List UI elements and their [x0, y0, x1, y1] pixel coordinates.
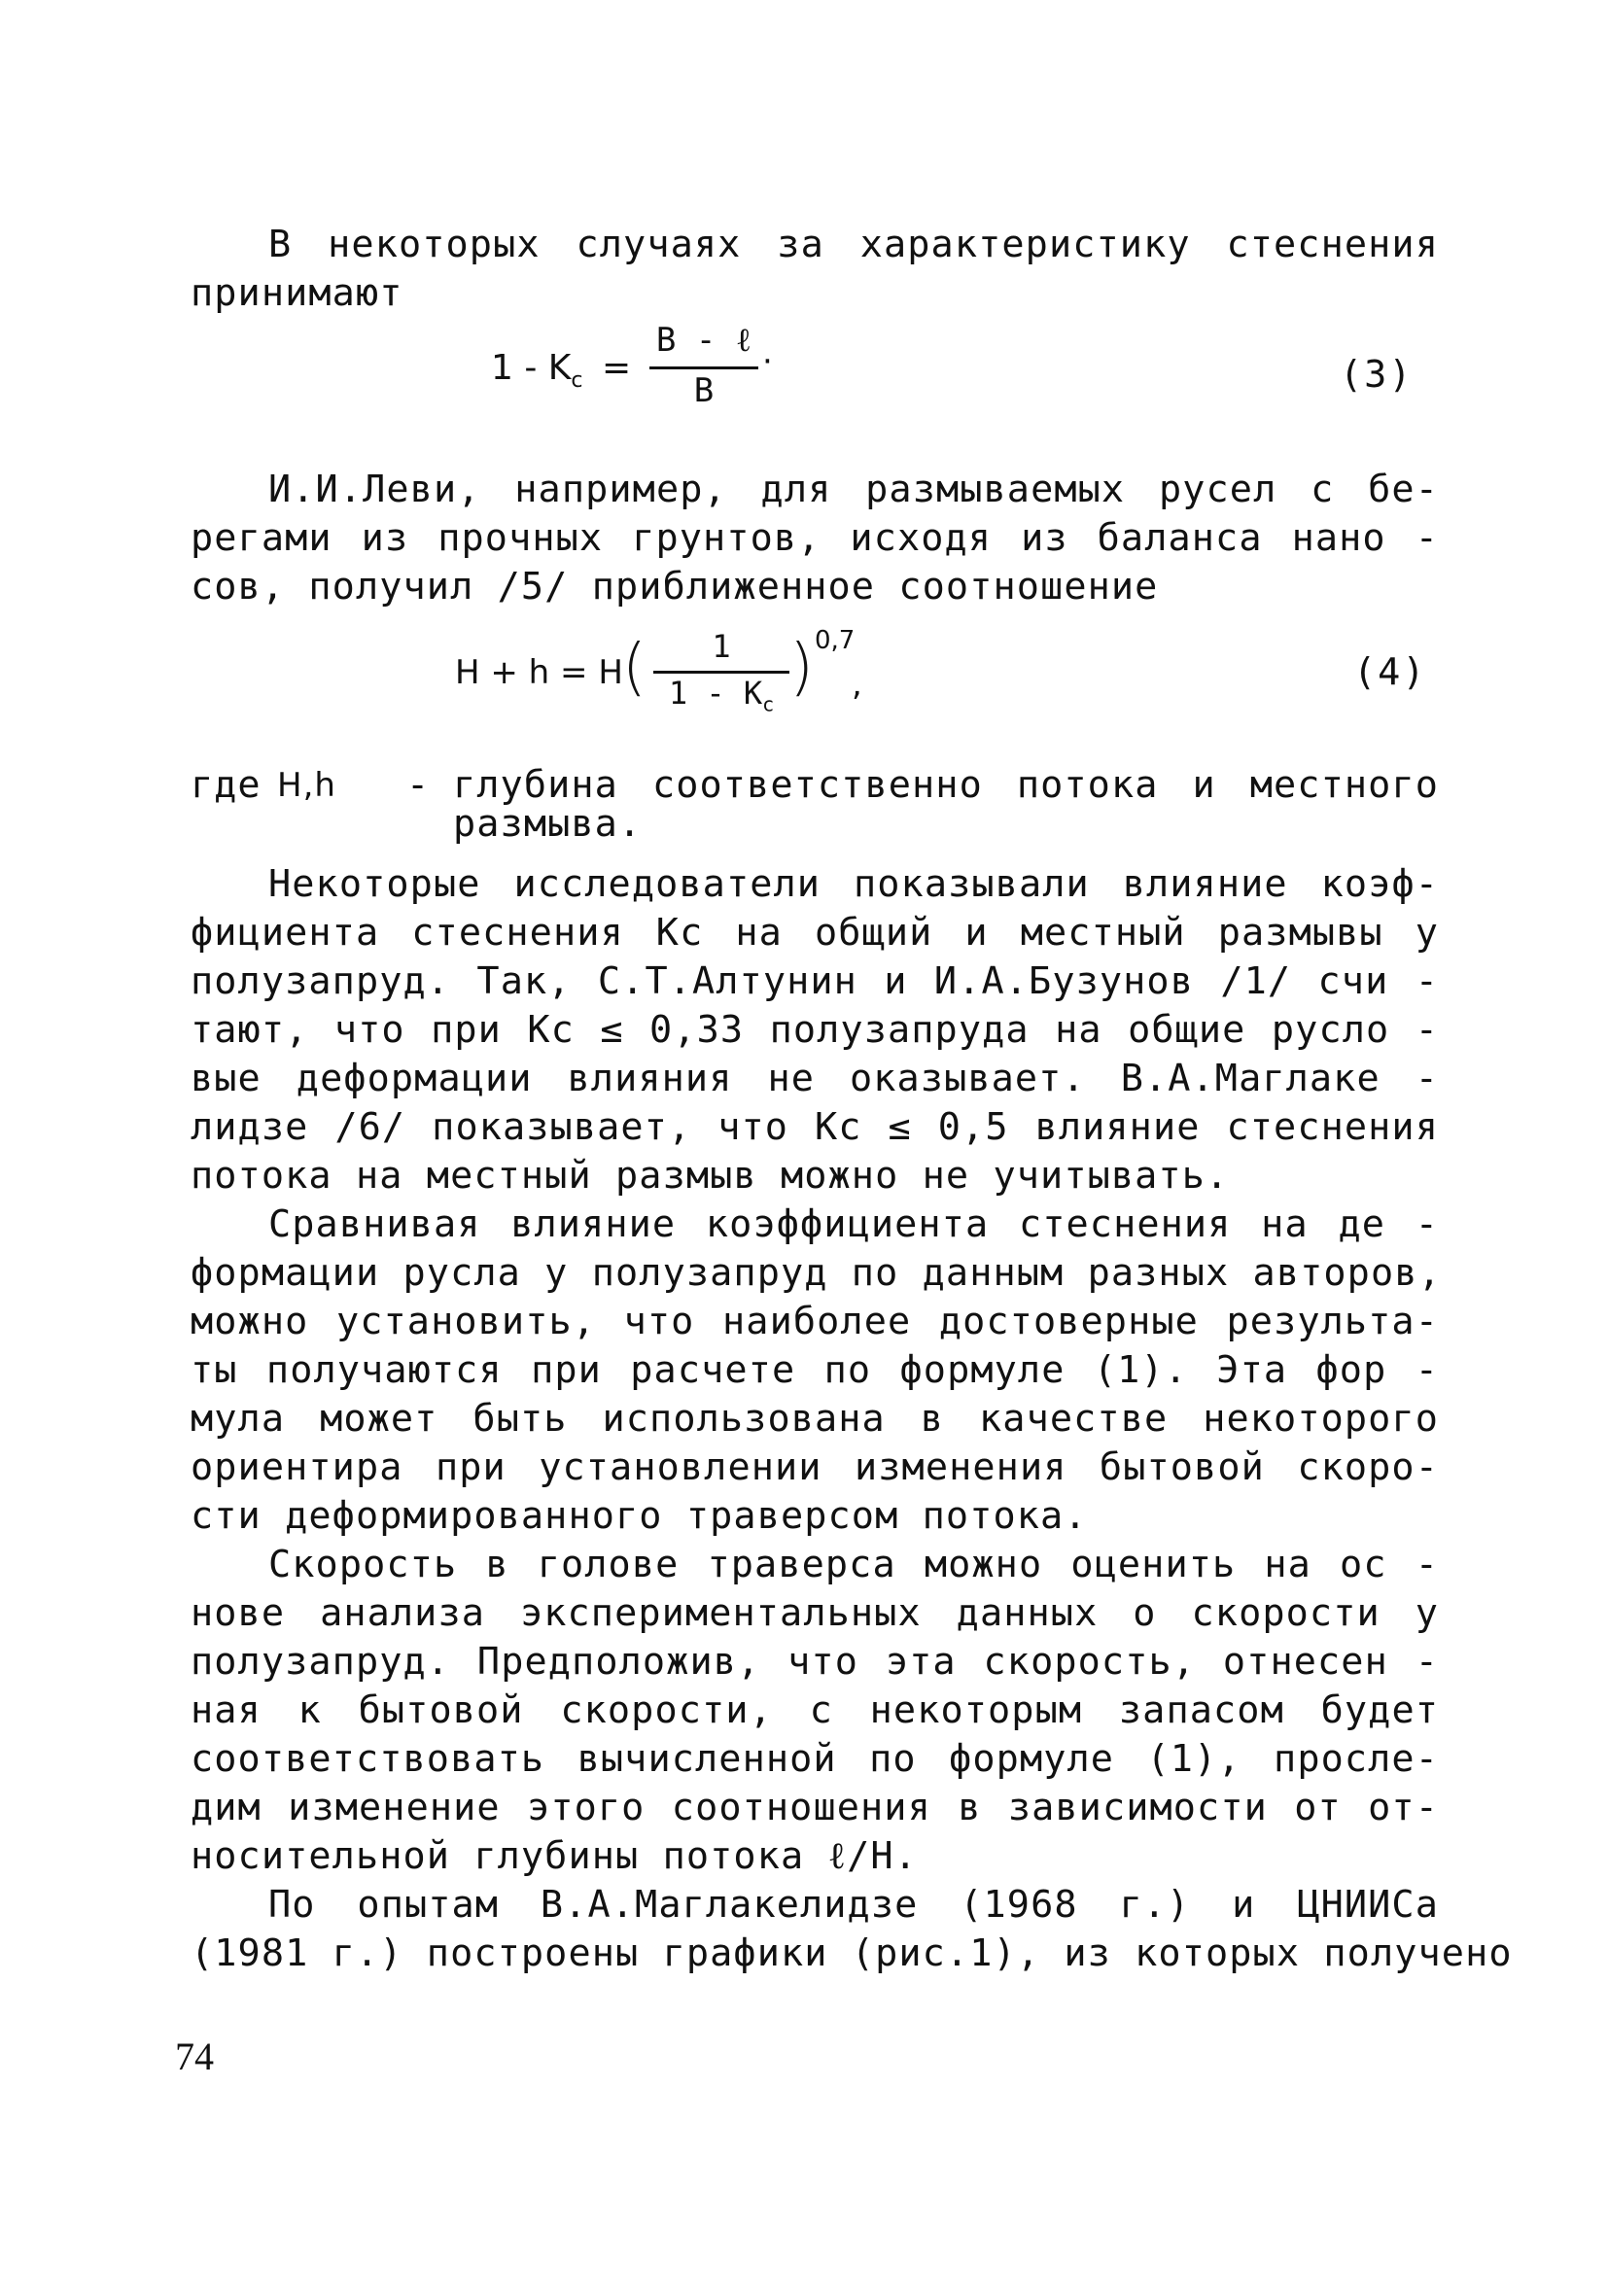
eq3-fraction-bar: [649, 366, 758, 369]
paragraph-4-line-1: Сравнивая влияние коэффициента стеснения на де -: [268, 1202, 1439, 1246]
eq4-trailing-comma: ,: [852, 665, 862, 704]
definition-text-line-1: глубина соответственно потока и местного: [453, 763, 1439, 807]
paragraph-6-line-2: (1981 г.) построены графики (рис.1), из которых получено: [191, 1931, 1513, 1975]
paragraph-5-line-2: нове анализа экспериментальных данных о скорости у: [191, 1591, 1439, 1635]
equation-3-number: (3): [1340, 353, 1414, 397]
paragraph-3-line-7: потока на местный размыв можно не учитывать.: [191, 1154, 1230, 1198]
eq3-numerator: B - ℓ: [655, 321, 752, 360]
paragraph-4-line-6: ориентира при установлении изменения бытовой скоро-: [191, 1445, 1439, 1489]
definition-text-line-2: размыва.: [453, 802, 643, 846]
paragraph-1-line-2: принимают: [191, 271, 403, 315]
eq3-lhs: 1 - K: [491, 348, 572, 388]
paragraph-3-line-3: полузапруд. Так, С.Т.Алтунин и И.А.Бузунов /1/ счи -: [191, 959, 1439, 1003]
paragraph-2-line-1: И.И.Леви, например, для размываемых русел с бе-: [268, 468, 1439, 511]
eq4-denominator-text: 1 - K: [668, 675, 763, 712]
page-number: 74: [175, 2035, 214, 2078]
eq4-numerator: 1: [712, 628, 731, 665]
eq4-fraction-bar: [653, 671, 789, 674]
eq4-exponent: 0,7: [815, 626, 856, 655]
eq4-denominator: [653, 675, 789, 715]
paragraph-3-line-2: фициента стеснения Kc на общий и местный размывы у: [191, 911, 1439, 955]
paragraph-4-line-5: мула может быть использована в качестве некоторого: [191, 1397, 1439, 1441]
eq4-lhs: H + h = H: [455, 653, 623, 692]
paragraph-3-line-6: лидзе /6/ показывает, что Kc ≤ 0,5 влияние стеснения: [191, 1105, 1439, 1149]
paragraph-5-line-3: полузапруд. Предположив, что эта скорость, отнесен -: [191, 1640, 1439, 1684]
eq3-lhs-subscript: c: [571, 368, 583, 394]
paragraph-5-line-6: дим изменение этого соотношения в зависимости от от-: [191, 1786, 1439, 1829]
paragraph-6-line-1: По опытам В.А.Маглакелидзе (1968 г.) и ЦНИИСа: [268, 1883, 1439, 1927]
eq4-left-paren: (: [622, 632, 647, 704]
definition-term-symbols: H,h: [277, 766, 336, 805]
eq3-equals: =: [601, 348, 632, 388]
definition-term-word: где: [191, 763, 262, 807]
paragraph-4-line-3: можно установить, что наиболее достоверные результа-: [191, 1300, 1439, 1343]
equation-4-number: (4): [1353, 650, 1427, 694]
paragraph-2-line-2: регами из прочных грунтов, исходя из баланса нано -: [191, 516, 1439, 560]
paragraph-1-line-1: В некоторых случаях за характеристику стеснения: [268, 223, 1439, 266]
paragraph-4-line-7: сти деформированного траверсом потока.: [191, 1494, 1088, 1538]
paragraph-3-line-5: вые деформации влияния не оказывает. В.А.Маглаке -: [191, 1057, 1439, 1100]
paragraph-4-line-4: ты получаются при расчете по формуле (1). Эта фор -: [191, 1348, 1439, 1392]
paragraph-3-line-4: тают, что при Kc ≤ 0,33 полузапруда на общие русло -: [191, 1008, 1439, 1052]
paragraph-4-line-2: формации русла у полузапруд по данным разных авторов,: [191, 1251, 1442, 1295]
eq3-denominator: B: [693, 371, 715, 410]
paragraph-5-line-1: Скорость в голове траверса можно оценить на ос -: [268, 1543, 1439, 1586]
paragraph-5-line-7: носительной глубины потока ℓ/H.: [191, 1834, 918, 1878]
eq4-denominator-subscript: c: [762, 692, 775, 716]
paragraph-5-line-5: соответствовать вычисленной по формуле (1), просле-: [191, 1737, 1439, 1781]
paragraph-2-line-3: сов, получил /5/ приближенное соотношение: [191, 565, 1159, 609]
eq3-trailing-dot: ·: [762, 342, 773, 381]
paragraph-5-line-4: ная к бытовой скорости, с некоторым запасом будет: [191, 1688, 1439, 1732]
definition-dash: -: [406, 763, 431, 807]
paragraph-3-line-1: Некоторые исследователи показывали влияние коэф-: [268, 862, 1439, 906]
eq4-right-paren: ): [789, 632, 814, 704]
